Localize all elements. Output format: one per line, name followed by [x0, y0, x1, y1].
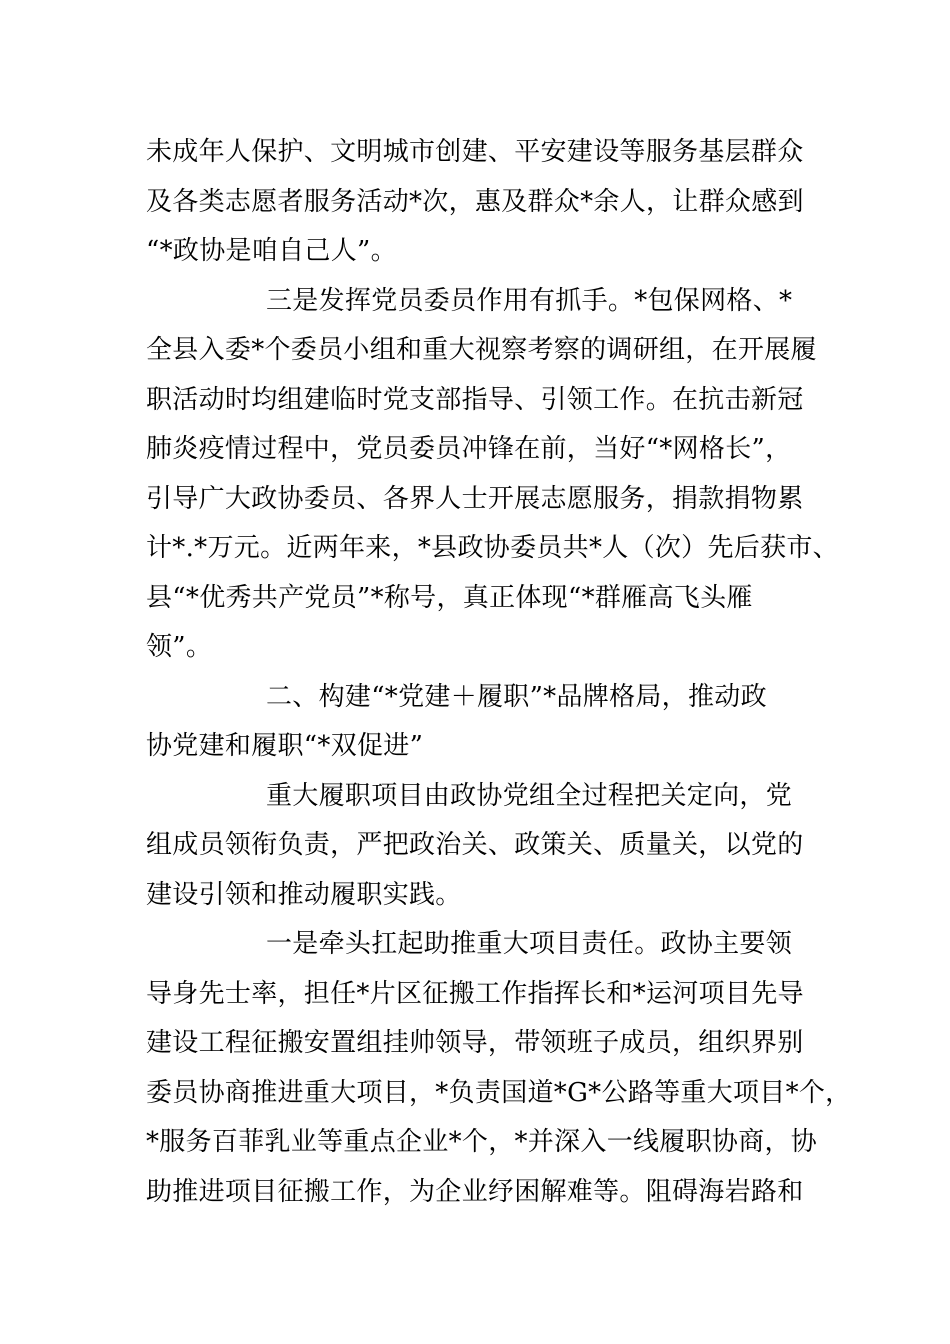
body-line-2: 及各类志愿者服务活动*次，惠及群众*余人，让群众感到: [146, 186, 804, 217]
body-line-20: 委员协商推进重大项目，*负责国道*G*公路等重大项目*个，: [146, 1077, 852, 1108]
body-line-5: 全县入委*个委员小组和重大视察考察的调研组，在开展履: [146, 335, 817, 365]
body-line-9: 计*.*万元。近两年来，*县政协委员共*人（次）先后获市、: [146, 533, 839, 563]
body-line-15: 组成员领衔负责，严把政治关、政策关、质量关，以党的: [146, 830, 804, 860]
body-line-22: 助推进项目征搬工作，为企业纾困解难等。阻碍海岩路和: [146, 1176, 804, 1207]
paragraph-heading-three: 三是发挥党员委员作用有抓手。*包保网格、*: [266, 285, 793, 316]
body-line-19: 建设工程征搬安置组挂帅领导，带领班子成员，组织界别: [146, 1028, 804, 1058]
body-line-3: “*政协是咱自己人”。: [146, 236, 397, 266]
section-heading-two-cont: 协党建和履职“*双促进”: [146, 731, 424, 761]
document-page: [146, 128, 852, 1217]
body-line-7: 肺炎疫情过程中，党员委员冲锋在前，当好“*网格长”，: [146, 434, 792, 464]
paragraph-intro: 重大履职项目由政协党组全过程把关定向，党: [266, 780, 793, 811]
section-heading-two: 二、构建“*党建＋履职”*品牌格局，推动政: [266, 681, 767, 712]
body-line-6: 职活动时均组建临时党支部指导、引领工作。在抗击新冠: [146, 384, 804, 415]
body-line-11: 领”。: [146, 632, 213, 662]
body-line-8: 引导广大政协委员、各界人士开展志愿服务，捐款捐物累: [146, 483, 804, 514]
body-line-21: *服务百菲乳业等重点企业*个，*并深入一线履职协商，协: [146, 1127, 818, 1157]
body-line-18: 导身先士率，担任*片区征搬工作指挥长和*运河项目先导: [146, 978, 804, 1009]
body-line-1: 未成年人保护、文明城市创建、平安建设等服务基层群众: [146, 137, 804, 167]
body-line-16: 建设引领和推动履职实践。: [146, 879, 462, 910]
paragraph-heading-one: 一是牵头扛起助推重大项目责任。政协主要领: [266, 929, 793, 959]
body-line-10: 县“*优秀共产党员”*称号，真正体现“*群雁高飞头雁: [146, 582, 753, 613]
